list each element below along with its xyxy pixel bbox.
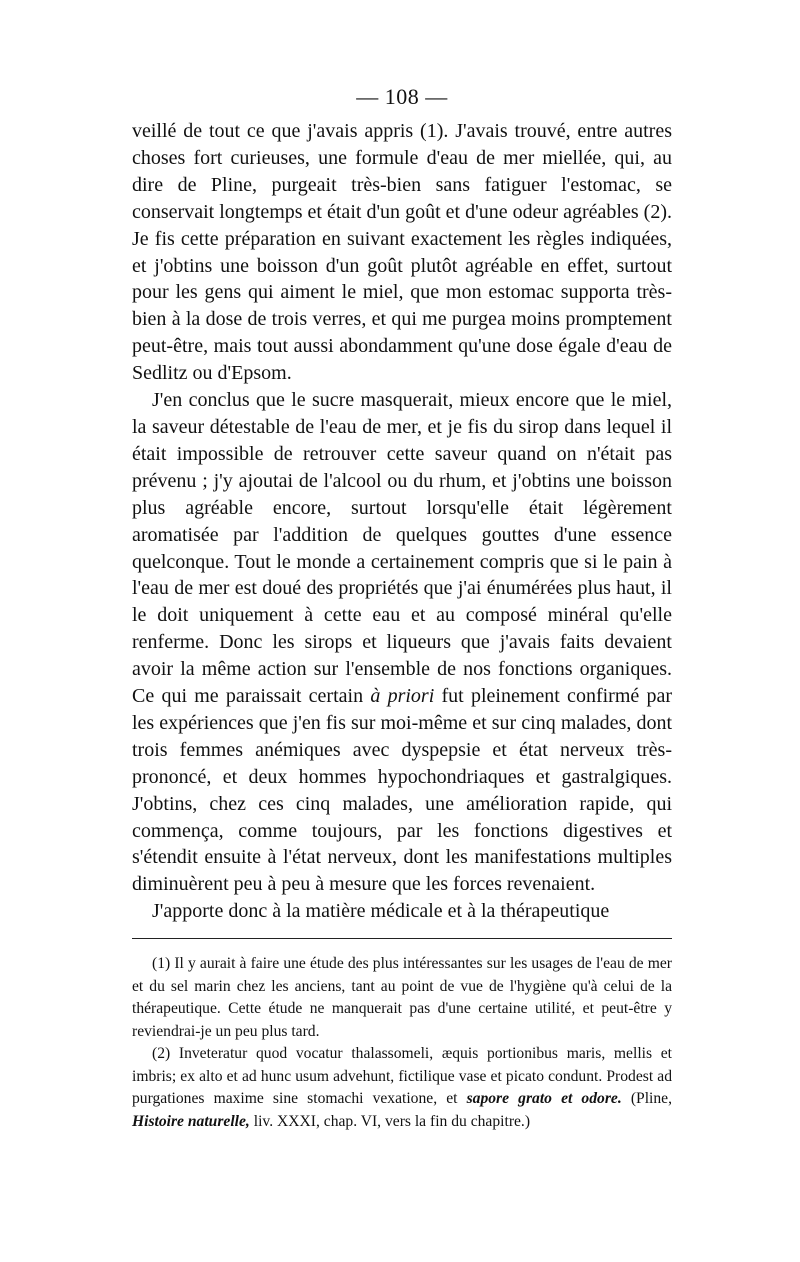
footnote-2-title: Histoire naturelle, — [132, 1112, 250, 1130]
paragraph-2-italic: à priori — [370, 685, 435, 708]
footnote-2 — [132, 1043, 672, 1133]
paragraph-2-part-2: fut pleinement confirmé par les expériences que j'en fis sur moi-même et sur cinq malades, dont trois femmes anémiques avec dyspepsie et état nerveux très-prononcé, et deux hommes hypochondriaques et gastralgiques. J'obtins, chez ces cinq malades, une amélioration rapide, qui commença, comme toujours, par les fonctions digestives et s'étendit ensuite à l'état nerveux, dont les manifestations multiples diminuèrent peu à peu à mesure que les forces revenaient. — [132, 685, 673, 896]
footnote-1: (1) Il y aurait à faire une étude des plus intéressantes sur les usages de l'eau de mer et du sel marin chez les anciens, tant au point de vue de l'hygiène qu'à celui de la thérapeutique. Cette étude ne manquerait pas d'une certaine utilité, et peut-être y reviendrai-je un peu plus tard. — [132, 955, 672, 1040]
paragraph-3: J'apporte donc à la matière médicale et à la thérapeutique — [152, 900, 610, 923]
footnotes — [132, 953, 672, 1133]
page-number: — 108 — — [356, 84, 448, 109]
paragraph-2-part-1: J'en conclus que le sucre masquerait, mieux encore que le miel, la saveur détestable de l'eau de mer, et je fis du sirop dans lequel il était impossible de retrouver cette saveur quand on n'était pas prévenu ; j'y ajoutai de l'alcool ou du rhum, et j'obtins une boisson plus agréable encore, surtout lorsqu'elle était légèrement aromatisée par l'addition de quelques gouttes d'une essence quelconque. Tout le monde a certainement compris que si le pain à l'eau de mer est doué des propriétés que j'ai énumérées plus haut, il le doit uniquement à cette eau et au composé minéral qu'elle renferme. Donc les sirops et liqueurs que j'avais faits devaient avoir la même action sur l'ensemble de nos fonctions organiques. Ce qui me paraissait certain — [132, 389, 672, 708]
footnote-divider — [132, 938, 672, 939]
footnote-2-part-2: (Pline, — [630, 1090, 672, 1108]
footnote-2-quote: sapore grato et odore. — [466, 1090, 622, 1108]
footnote-2-part-1: (2) Inveteratur quod vocatur thalassomeli, æquis portionibus maris, mellis et imbris; ex alto et ad hunc usum advehunt, fictilique vase et picato condunt. Prodest ad purgationes maxime sine stomachi vexatione, et — [132, 1045, 672, 1108]
main-text — [132, 118, 672, 925]
paragraph-1: veillé de tout ce que j'avais appris (1). J'avais trouvé, entre autres choses fort curieuses, une formule d'eau de mer miellée, qui, au dire de Pline, purgeait très-bien sans fatiguer l'estomac, se conservait longtemps et était d'un goût et d'une odeur agréables (2). Je fis cette préparation en suivant exactement les règles indiquées, et j'obtins une boisson d'un goût plutôt agréable en effet, surtout pour les gens qui aiment le miel, que mon estomac supporta très-bien à la dose de trois verres, et qui me purgea moins promptement peut-être, mais tout aussi abondamment qu'une dose égale d'eau de Sedlitz ou d'Epsom. — [132, 120, 672, 385]
paragraph-2 — [132, 387, 672, 898]
footnote-2-part-3: liv. XXXI, chap. VI, vers la fin du chapitre.) — [253, 1112, 531, 1130]
book-page — [132, 82, 672, 1133]
